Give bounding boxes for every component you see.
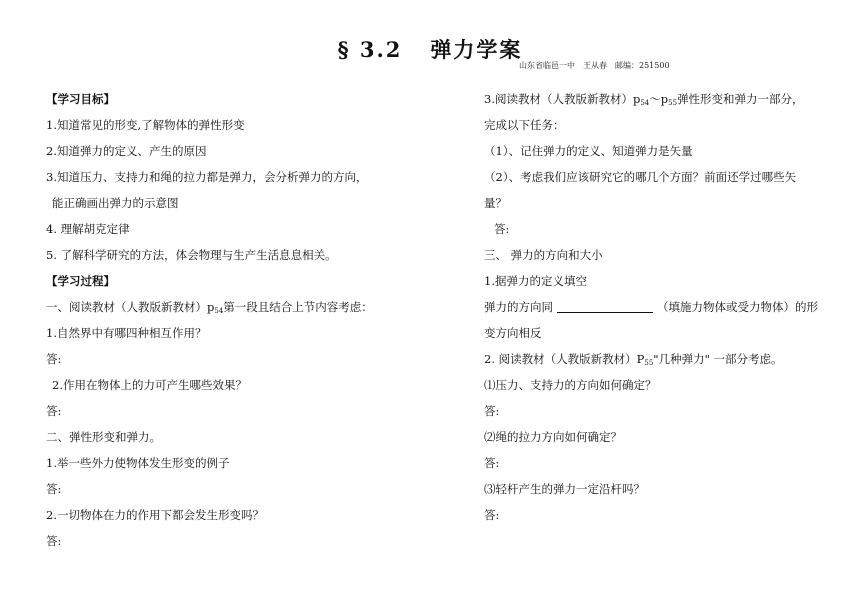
objective-item: 3.知道压力、支持力和绳的拉力都是弹力，会分析弹力的方向，	[46, 170, 368, 184]
sub-question-3: ⑶轻杆产生的弹力一定沿杆吗？	[484, 482, 645, 496]
sub-question-1: ⑴压力、支持力的方向如何确定？	[484, 378, 657, 392]
objective-item: 5. 了解科学研究的方法，体会物理与生产生活息息相关。	[46, 248, 337, 262]
task-2-cont: 量？	[484, 196, 507, 210]
part3-question-1: 1.据弹力的定义填空	[484, 274, 587, 288]
objective-item: 4. 理解胡克定律	[46, 222, 130, 236]
answer-line: 答:	[484, 508, 500, 522]
question-3: 1.举一些外力使物体发生形变的例子	[46, 456, 230, 470]
part1-page-sub: 54	[214, 307, 224, 315]
reading-task-3	[484, 92, 824, 118]
answer-line: 答:	[46, 482, 62, 496]
answer-line: 答:	[484, 404, 500, 418]
answer-line: 答:	[46, 534, 62, 548]
part1-heading	[46, 300, 436, 326]
objective-item: 2.知道弹力的定义、产生的原因	[46, 144, 207, 158]
process-heading: 【学习过程】	[46, 274, 115, 288]
page-title	[0, 34, 860, 64]
r3-page-sub-1: 54	[640, 99, 650, 107]
p3q2-prefix: 2. 阅读教材（人教版新教材）P	[484, 352, 645, 366]
r3-suffix: 弹性形变和弹力一部分，	[677, 92, 804, 106]
fill-blank[interactable]	[557, 301, 653, 313]
objectives-heading: 【学习目标】	[46, 92, 115, 106]
question-2: 2.作用在物体上的力可产生哪些效果？	[52, 378, 247, 392]
left-column	[46, 92, 436, 560]
part1-suffix: 第一段且结合上节内容考虑：	[223, 300, 373, 314]
question-1: 1.自然界中有哪四种相互作用？	[46, 326, 207, 340]
answer-line: 答:	[484, 456, 500, 470]
task-1: （1）、记住弹力的定义、知道弹力是矢量	[484, 144, 693, 158]
reading-task-3-cont: 完成以下任务：	[484, 118, 565, 132]
task-2: （2）、考虑我们应该研究它的哪几个方面？前面还学过哪些矢	[484, 170, 797, 184]
objective-item: 1.知道常见的形变,了解物体的弹性形变	[46, 118, 245, 132]
part2-heading: 二、弹性形变和弹力。	[46, 430, 161, 444]
fill-prefix: 弹力的方向同	[484, 300, 553, 314]
fill-suffix: （填施力物体或受力物体）的形	[657, 300, 818, 314]
p3q2-suffix: "几种弹力" 一部分考虑。	[653, 352, 783, 366]
part1-prefix: 一、阅读教材（人教版新教材）p	[46, 300, 215, 314]
objective-item: 能正确画出弹力的示意图	[52, 196, 179, 210]
right-column	[484, 92, 824, 534]
part3-heading: 三、 弹力的方向和大小	[484, 248, 603, 262]
fill-blank-line	[484, 300, 824, 326]
fill-blank-cont: 变方向相反	[484, 326, 542, 340]
answer-line: 答:	[46, 352, 62, 366]
part3-question-2	[484, 352, 824, 378]
author-line: 山东省临邑一中 王从春 邮编：251500	[519, 61, 670, 70]
question-4: 2.一切物体在力的作用下都会发生形变吗？	[46, 508, 264, 522]
r3-prefix: 3.阅读教材（人教版新教材）p	[484, 92, 641, 106]
answer-line: 答:	[494, 222, 510, 236]
sub-question-2: ⑵绳的拉力方向如何确定？	[484, 430, 622, 444]
title-text: 弹力学案	[430, 37, 523, 62]
p3q2-page-sub: 55	[644, 359, 654, 367]
title-number: § 3.2	[337, 37, 403, 62]
answer-line: 答:	[46, 404, 62, 418]
r3-page-sub-2: 55	[668, 99, 678, 107]
r3-mid: ～p	[649, 92, 669, 106]
